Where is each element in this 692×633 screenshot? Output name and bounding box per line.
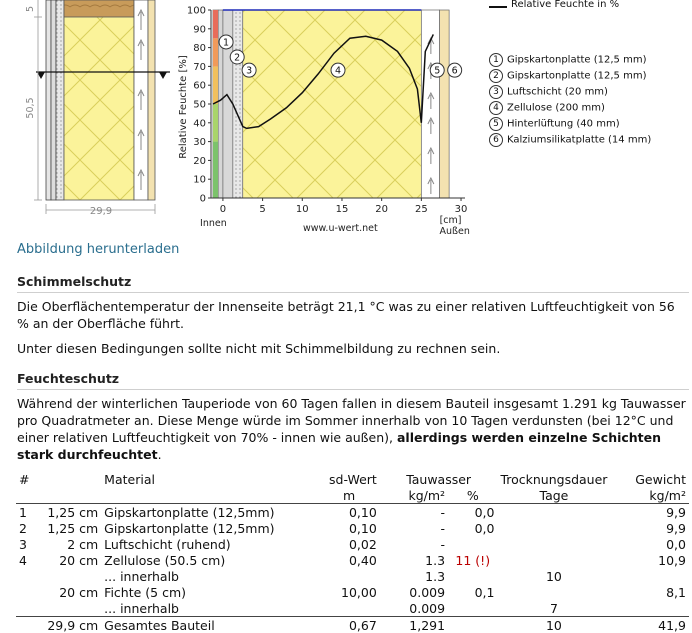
legend-item [489,133,651,148]
x-unit-label: [cm] [440,215,462,226]
cell-sd: 0,10 [318,504,379,521]
header-gewicht: Gewicht [610,471,689,487]
x-tick-label: 30 [455,204,468,215]
legend-line-swatch [489,6,507,8]
cell-tau: 1.3 [380,568,448,584]
legend-line-label: Relative Feuchte in % [511,0,619,10]
divider [17,389,689,390]
dim-top-label: 5 [25,6,36,12]
cell-tau: - [380,504,448,521]
header-weight-unit: kg/m² [610,487,689,504]
cell-tau: 1.3 [380,552,448,568]
table-row [16,584,689,600]
cell-mat: ... innerhalb [101,568,318,584]
humidity-scale-segment [213,142,218,198]
humidity-scale-segment [213,38,218,66]
cell-mat: Gipskartonplatte (12,5mm) [101,504,318,521]
y-tick-label: 0 [200,194,206,205]
layers-table [16,471,689,633]
cell-mat: Luftschicht (ruhend) [101,536,318,552]
legend-item [489,101,605,116]
watermark: www.u-wert.net [303,223,378,234]
layer-marker-1 [219,35,233,49]
legend-number-icon: 1 [489,53,503,67]
total-dry: 10 [497,617,610,633]
header-dry-unit: Tage [497,487,610,504]
cell-dry [497,536,610,552]
cell-dry [497,504,610,521]
cell-dry [497,520,610,536]
table-row [16,600,689,617]
schimmelschutz-text-1: Die Oberflächentemperatur der Innenseite beträgt 21,1 °C was zu einer relativen Luftfeuchtigkeit von 56 % an der Oberfläche führt. [17,298,689,332]
cell-thick: 1,25 cm [34,504,101,521]
cell-dry: 10 [497,568,610,584]
y-tick-label: 10 [193,175,206,186]
cell-num [16,568,34,584]
cell-w: 0,0 [610,536,689,552]
cell-pct [448,536,497,552]
cell-num: 4 [16,552,34,568]
cell-tau: 0.009 [380,584,448,600]
cell-num [16,584,34,600]
legend-number-icon: 2 [489,69,503,83]
wall-layer-zellulose [243,10,422,198]
legend-number-icon: 5 [489,117,503,131]
cell-num: 2 [16,520,34,536]
wall-section-drawing [0,0,190,235]
feuchteschutz-text [17,395,689,463]
cell-pct [448,568,497,584]
cell-sd: 0,02 [318,536,379,552]
header-trocknung: Trocknungsdauer [497,471,610,487]
table-row [16,504,689,521]
feuchteschutz-text-end: . [158,447,162,462]
dim-bottom-label: 29,9 [90,206,112,217]
cell-tau: 0.009 [380,600,448,617]
legend-number-icon: 3 [489,85,503,99]
cell-thick [34,600,101,617]
y-axis-label: Relative Feuchte [%] [178,55,189,159]
legend-item-label: Gipskartonplatte (12,5 mm) [507,71,646,82]
legend-item-label: Hinterlüftung (40 mm) [507,119,620,130]
cell-pct: 0,0 [448,504,497,521]
layer-marker-4 [331,63,345,77]
table-row [16,552,689,568]
cell-sd [318,568,379,584]
schimmelschutz-text-2: Unter diesen Bedingungen sollte nicht mit Schimmelbildung zu rechnen sein. [17,340,689,357]
y-tick-label: 60 [193,81,206,92]
cell-pct: 0,0 [448,520,497,536]
header-num: # [16,471,34,487]
feuchteschutz-warning: allerdings werden einzelne Schichten stark durchfeuchtet [17,430,661,462]
cell-sd: 0,10 [318,520,379,536]
dim-side-label: 50,5 [25,97,36,118]
layer-marker-label: 2 [234,53,240,64]
total-sd: 0,67 [318,617,379,633]
cell-tau: - [380,520,448,536]
cell-w: 10,9 [610,552,689,568]
humidity-chart [175,0,485,240]
legend-item [489,53,646,68]
layer-marker-2 [230,50,244,64]
y-tick-label: 90 [193,24,206,35]
cell-num: 3 [16,536,34,552]
legend-item [489,85,608,100]
schimmelschutz-heading: Schimmelschutz [17,274,131,289]
legend-item [489,69,646,84]
cell-w: 9,9 [610,520,689,536]
legend-item-label: Kalziumsilikatplatte (14 mm) [507,135,651,146]
x-tick-label: 25 [415,204,428,215]
cell-dry [497,552,610,568]
cell-sd: 10,00 [318,584,379,600]
cell-mat: Gipskartonplatte (12,5mm) [101,520,318,536]
cell-sd [318,600,379,617]
x-tick-label: 15 [336,204,349,215]
y-tick-label: 40 [193,118,206,129]
header-tau-unit: kg/m² [380,487,448,504]
humidity-scale-segment [213,10,218,38]
legend-item [489,117,620,132]
cell-w: 9,9 [610,504,689,521]
divider [17,292,689,293]
inside-label: Innen [200,218,227,229]
legend-item-label: Luftschicht (20 mm) [507,87,608,98]
wall-figure [0,0,692,240]
layer-marker-label: 3 [246,66,252,77]
legend-number-icon: 4 [489,101,503,115]
x-tick-label: 20 [375,204,388,215]
cell-thick: 20 cm [34,584,101,600]
x-tick-label: 0 [220,204,226,215]
cell-num: 1 [16,504,34,521]
total-tauwasser: 1,291 [380,617,448,633]
y-tick-label: 100 [187,6,206,17]
humidity-scale-segment [213,66,218,104]
table-row [16,536,689,552]
wall-layer-kalziumsilikat [440,10,450,198]
header-sd-unit: m [318,487,379,504]
outside-label: Außen [439,226,469,237]
cell-mat: ... innerhalb [101,600,318,617]
legend-item-label: Zellulose (200 mm) [507,103,605,114]
download-figure-link[interactable]: Abbildung herunterladen [17,242,179,257]
header-tauwasser: Tauwasser [380,471,498,487]
header-tau-pct: % [448,487,497,504]
cell-pct: 0,1 [448,584,497,600]
layer-marker-label: 4 [335,66,341,77]
header-sd: sd-Wert [318,471,379,487]
y-tick-label: 70 [193,62,206,73]
y-tick-label: 50 [193,100,206,111]
total-thickness: 29,9 cm [34,617,101,633]
y-tick-label: 80 [193,43,206,54]
cell-dry: 7 [497,600,610,617]
cell-dry [497,584,610,600]
total-material: Gesamtes Bauteil [101,617,318,633]
cell-thick: 20 cm [34,552,101,568]
cell-tau: - [380,536,448,552]
feuchteschutz-text-main: Während der winterlichen Tauperiode von 60 Tagen fallen in diesem Bauteil insgesamt 1.291 kg Tauwasser pro Quadratmeter an. Diese Menge würde im Sommer innerhalb von 10 Tagen verdunsten (bei 12°C und einer relativen Luftfeuchtigkeit von 70% - innen wie außen), [17,396,686,445]
table-row [16,568,689,584]
total-weight: 41,9 [610,617,689,633]
cell-w [610,568,689,584]
y-tick-label: 30 [193,137,206,148]
cell-pct [448,600,497,617]
cell-thick: 2 cm [34,536,101,552]
y-tick-label: 20 [193,156,206,167]
layer-marker-6 [448,63,462,77]
cell-w: 8,1 [610,584,689,600]
cell-thick: 1,25 cm [34,520,101,536]
wall-layer-luftschicht [233,10,243,198]
cell-mat: Zellulose (50.5 cm) [101,552,318,568]
layer-marker-label: 1 [223,37,229,48]
layer-marker-label: 6 [452,66,458,77]
legend-item-label: Gipskartonplatte (12,5 mm) [507,55,646,66]
layer-marker-5 [430,63,444,77]
layer-marker-label: 5 [434,66,440,77]
legend-number-icon: 6 [489,133,503,147]
cell-pct: 11 (!) [448,552,497,568]
cell-thick [34,568,101,584]
table-row [16,520,689,536]
header-material: Material [101,471,318,487]
layer-marker-3 [242,63,256,77]
x-tick-label: 5 [259,204,265,215]
table-total-row [16,617,689,633]
cell-mat: Fichte (5 cm) [101,584,318,600]
cell-sd: 0,40 [318,552,379,568]
feuchteschutz-heading: Feuchteschutz [17,371,119,386]
humidity-scale-segment [213,104,218,142]
cell-w [610,600,689,617]
x-tick-label: 10 [296,204,309,215]
cell-num [16,600,34,617]
